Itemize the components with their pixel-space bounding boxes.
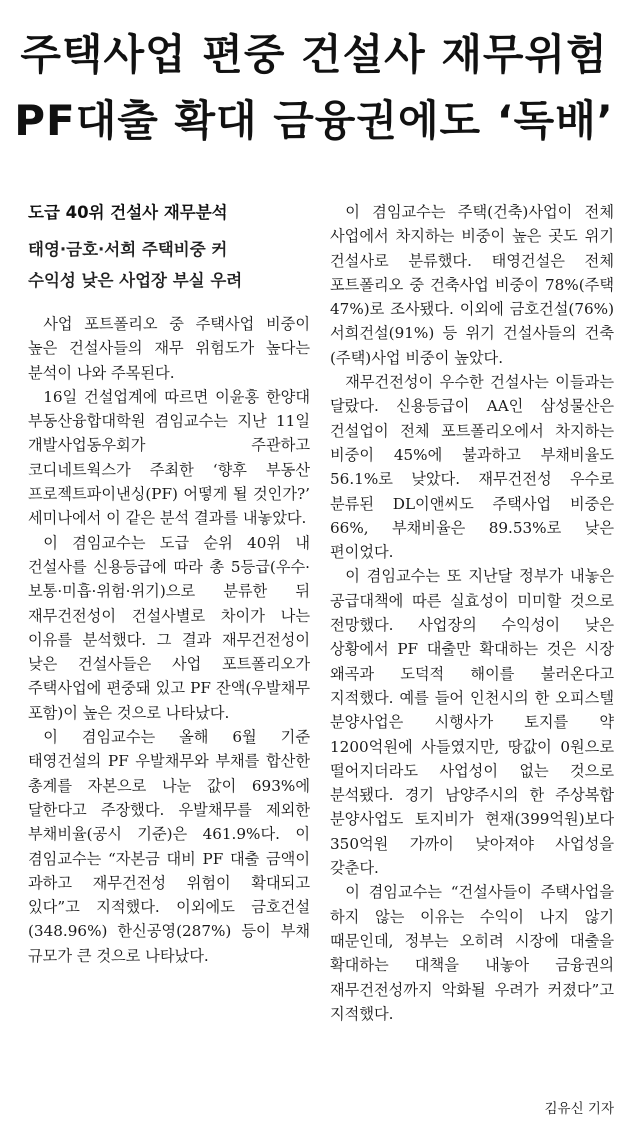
paragraph-2: 16일 건설업계에 따르면 이윤홍 한양대 부동산융합대학원 겸임교수는 지난 11일 개발사업동우회가 주관하고 코디네트웍스가 주최한 ‘향후 부동산 프로젝트파이낸싱(PF) 어떻게 될 것인가?’ 세미나에서 이 같은 분석 결과를 내놓았다. (28, 387, 310, 528)
paragraph-7: 이 겸임교수는 또 지난달 정부가 내놓은 공급대책에 따른 실효성이 미미할 것으로 전망했다. 사업장의 수익성이 낮은 상황에서 PF 대출만 확대하는 것은 시장 왜곡과 도덕적 해이를 불러온다고 지적했다. 예를 들어 인천시의 한 오피스텔 분양사업은 시행사가 토지를 약 1200억원에 사들였지만, 땅값이 0원으로 떨어지더라도 사업성이 없는 것으로 분석됐다. 경기 남양주시의 한 주상복합 분양사업도 토지비가 현재(399억원)보다 350억원 가까이 낮아져야 사업성을 갖춘다. (330, 567, 614, 878)
article-column-left (28, 200, 310, 968)
subhead-2: 태영·금호·서희 주택비중 커 (28, 240, 228, 259)
paragraph-1: 사업 포트폴리오 중 주택사업 비중이 높은 건설사들의 재무 위험도가 높다는 분석이 나와 주목된다. (28, 315, 310, 382)
subhead-1: 도급 40위 건설사 재무분석 (28, 203, 228, 222)
byline: 김유신 기자 (544, 1101, 614, 1117)
paragraph-5: 이 겸임교수는 주택(건축)사업이 전체 사업에서 차지하는 비중이 높은 곳도 위기 건설사로 분류했다. 태영건설은 전체 포트폴리오 중 건축사업 비중이 78%(주택 47%)로 조사됐다. 이외에 금호건설(76%) 서희건설(91%) 등 위기 건설사들의 건축(주택)사업 비중이 높았다. (330, 203, 614, 367)
article-column-right (330, 200, 614, 1026)
subhead-3: 수익성 낮은 사업장 부실 우려 (28, 271, 243, 290)
headline-line-1: 주택사업 편중 건설사 재무위험 (20, 30, 608, 79)
paragraph-3: 이 겸임교수는 도급 순위 40위 내 건설사를 신용등급에 따라 총 5등급(우수·보통·미흡·위험·위기)으로 분류한 뒤 재무건전성이 건설사별로 차이가 나는 이유를 분석했다. 그 결과 재무건전성이 낮은 건설사들은 사업 포트폴리오가 주택사업에 편중돼 있고 PF 잔액(우발채무 포함)이 높은 것으로 나타났다. (28, 533, 310, 722)
subheads (28, 200, 310, 296)
paragraph-8: 이 겸임교수는 “건설사들이 주택사업을 하지 않는 이유는 수익이 나지 않기 때문인데, 정부는 오히려 시장에 대출을 확대하는 대책을 내놓아 금융권의 재무건전성까지 악화될 우려가 커졌다”고 지적했다. (330, 883, 614, 1023)
paragraph-6: 재무건전성이 우수한 건설사는 이들과는 달랐다. 신용등급이 AA인 삼성물산은 건설업이 전체 포트폴리오에서 차지하는 비중이 45%에 불과하고 부채비율도 56.1%로 낮았다. 재무건전성 우수로 분류된 DL이앤씨도 주택사업 비중은 66%, 부채비율은 89.53%로 낮은 편이었다. (330, 373, 614, 562)
headline-line-2: PF대출 확대 금융권에도 ‘독배’ (14, 96, 614, 145)
paragraph-4: 이 겸임교수는 올해 6월 기준 태영건설의 PF 우발채무와 부채를 합산한 총계를 자본으로 나눈 값이 693%에 달한다고 주장했다. 우발채무를 제외한 부채비율(공시 기준)은 461.9%다. 이 겸임교수는 “자본금 대비 PF 대출 금액이 과하고 재무건전성 위험이 확대되고 있다”고 지적했다. 이외에도 금호건설(348.96%) 한신공영(287%) 등이 부채 규모가 큰 것으로 나타났다. (28, 728, 310, 965)
